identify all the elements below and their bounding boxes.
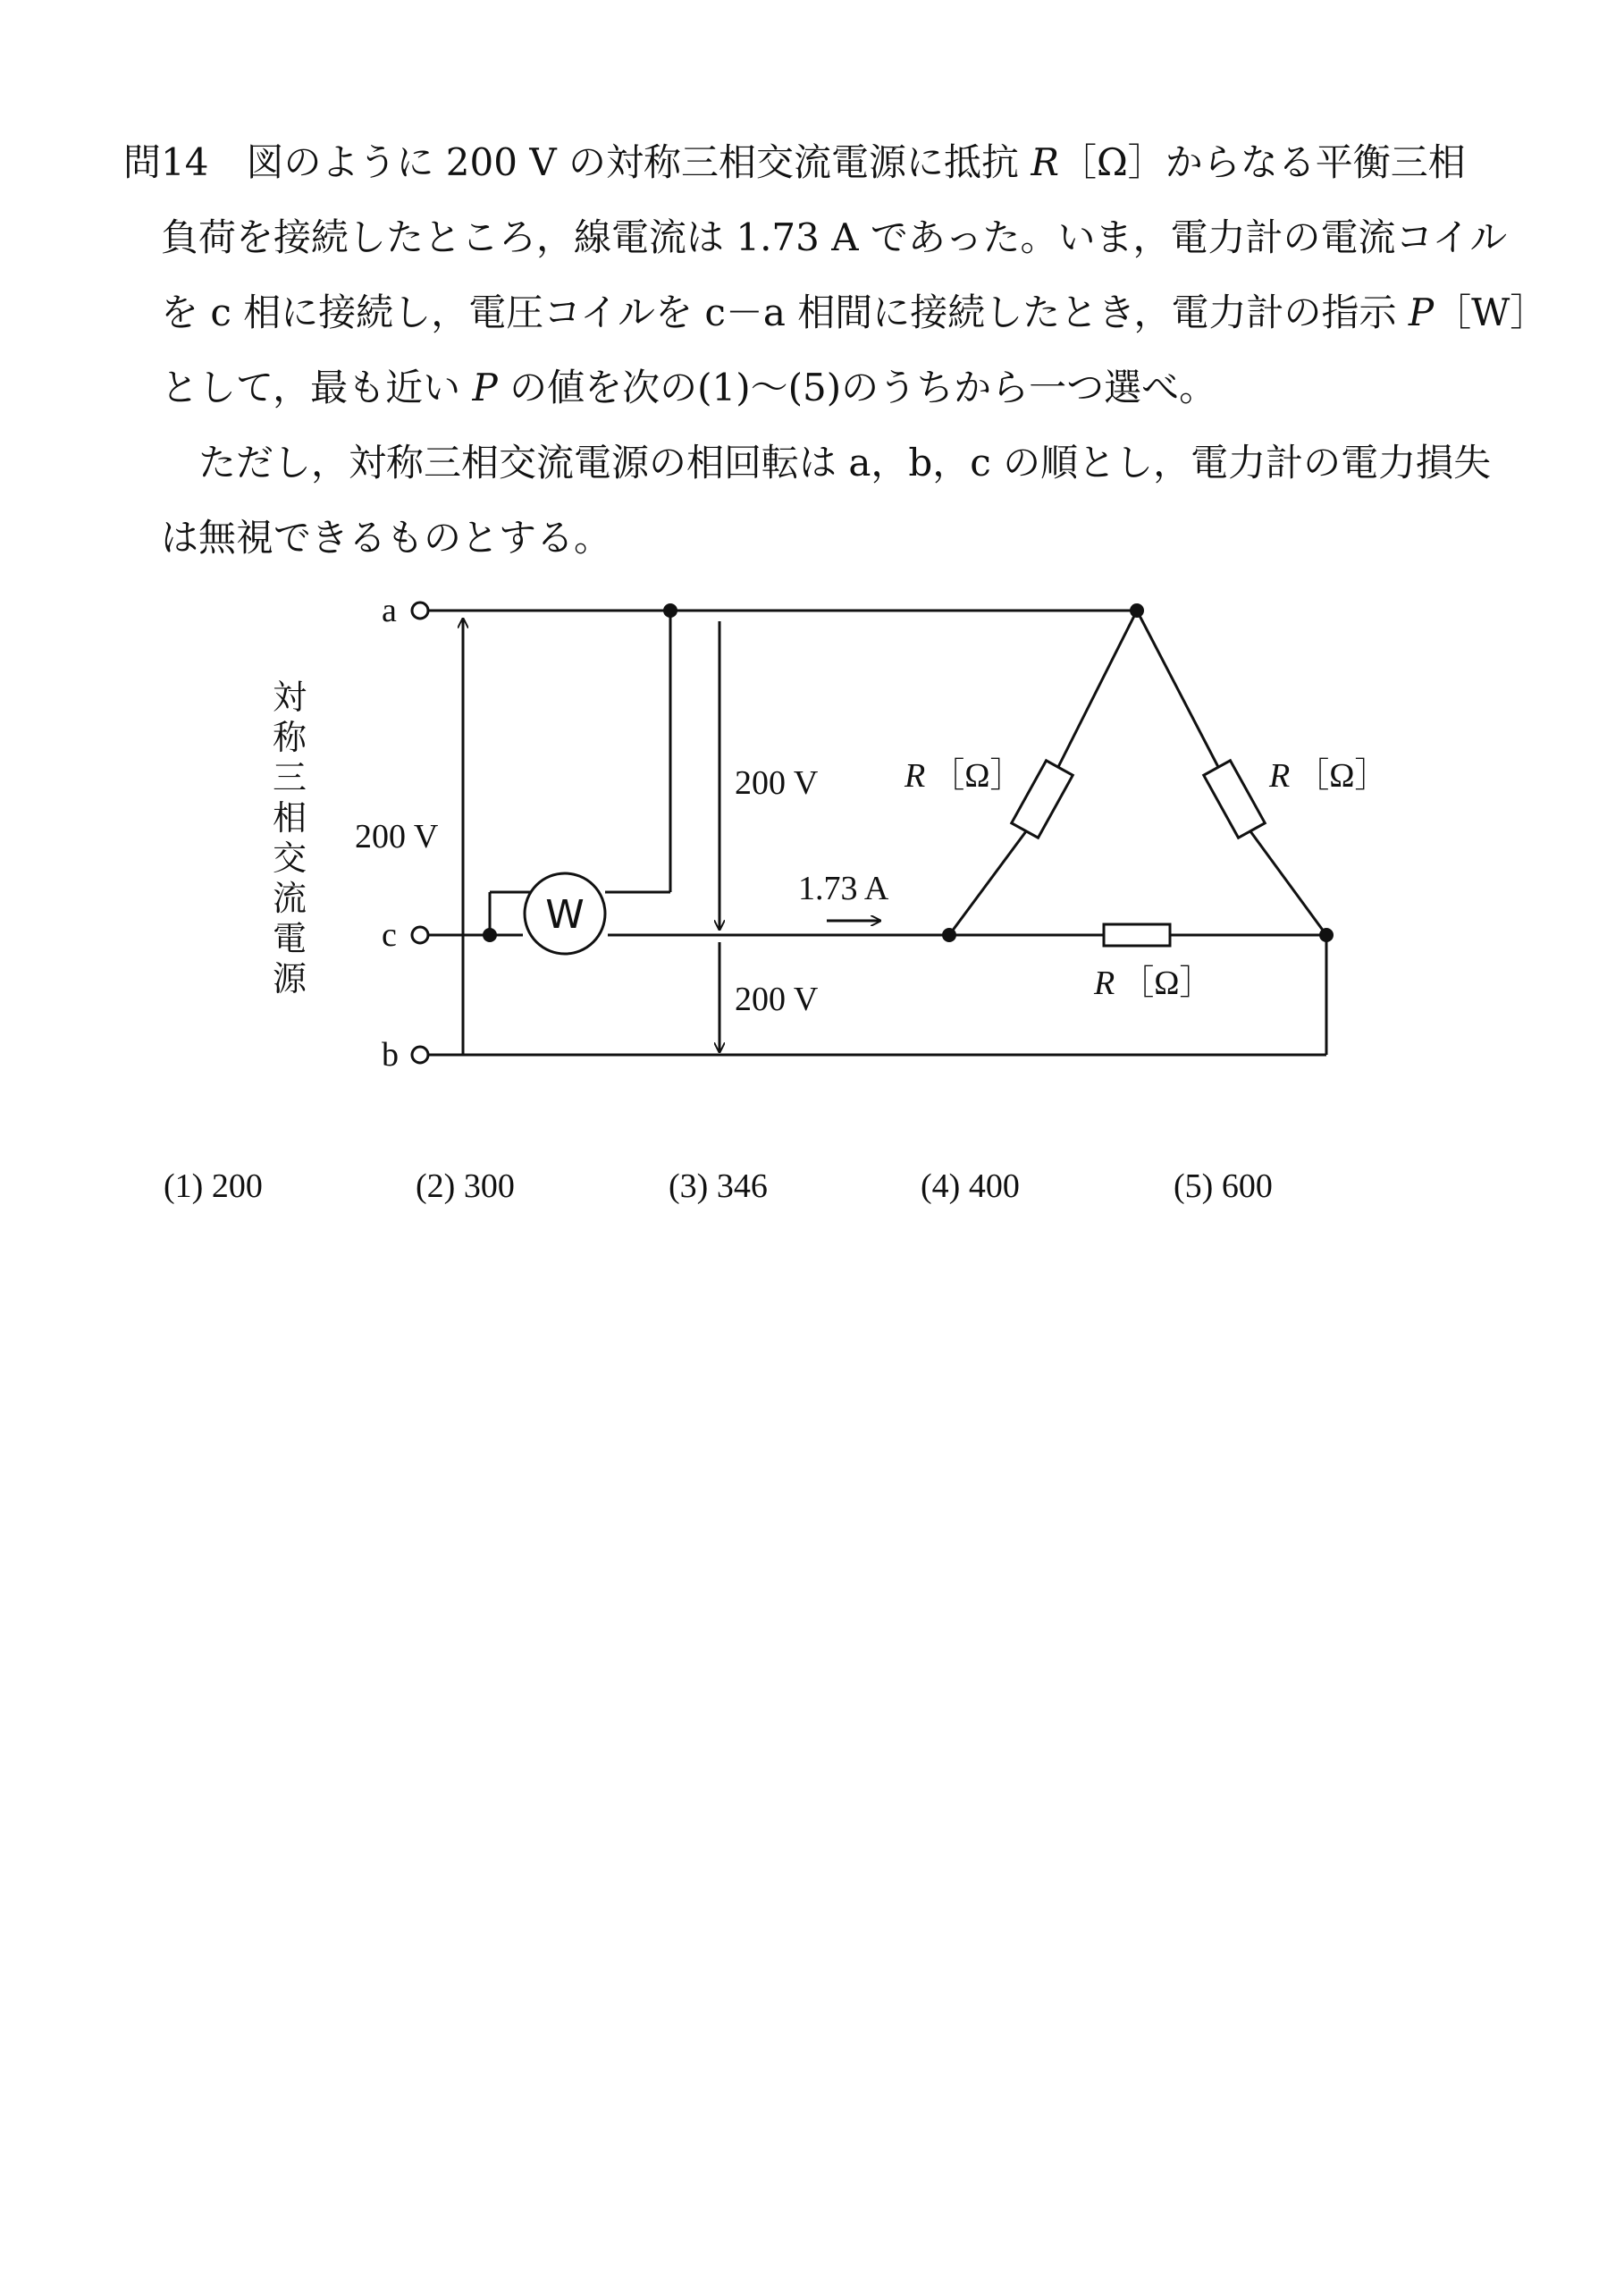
source-label-vertical xyxy=(273,679,307,998)
question-line-2: 負荷を接続したところ，線電流は 1.73 A であった。いま，電力計の電流コイル xyxy=(161,215,1508,259)
resistor-bottom-unit: ［Ω］ xyxy=(1120,965,1214,1002)
source-char-7: 電 xyxy=(272,921,307,958)
resistor-right-r: R xyxy=(1269,757,1291,795)
terminal-a-circle xyxy=(412,602,428,619)
source-char-6: 流 xyxy=(272,881,307,918)
voltage-cb-label: 200 V xyxy=(735,981,819,1018)
resistor-bottom xyxy=(1104,924,1170,946)
terminal-b-label: b xyxy=(382,1036,399,1074)
question-line-1-a: 図のように 200 V の対称三相交流電源に抵抗 xyxy=(246,140,1031,184)
source-char-1: 対 xyxy=(272,679,307,717)
delta-right-side-upper xyxy=(1137,611,1218,767)
junction-delta-left xyxy=(942,928,956,942)
current-label: 1.73 A xyxy=(798,870,889,907)
question-line-4-a: として，最も近い xyxy=(161,366,473,409)
question-line-1-c: ［Ω］からなる平衡三相 xyxy=(1058,140,1466,184)
circuit-diagram xyxy=(0,0,1624,1126)
question-line-6: は無視できるものとする。 xyxy=(161,516,612,560)
choice-number: (5) xyxy=(1174,1167,1214,1205)
choice-value: 600 xyxy=(1221,1167,1273,1205)
question-line-5: ただし，対称三相交流電源の相回転は a，b，c の順とし，電力計の電力損失 xyxy=(198,441,1492,484)
choice-1[interactable] xyxy=(164,1167,263,1206)
resistor-bottom-r: R xyxy=(1094,965,1115,1002)
junction-a-voltage-coil xyxy=(663,603,677,618)
terminal-a-label: a xyxy=(382,592,397,629)
delta-left-side-upper xyxy=(1058,611,1137,767)
choice-value: 200 xyxy=(211,1167,263,1205)
choice-2[interactable] xyxy=(416,1167,515,1206)
wattmeter-label: W xyxy=(545,892,585,938)
resistor-left-label xyxy=(904,757,1023,795)
resistor-left-unit: ［Ω］ xyxy=(930,757,1024,795)
choice-number: (2) xyxy=(416,1167,456,1205)
delta-right-side-lower xyxy=(1250,831,1326,935)
resistor-right-unit: ［Ω］ xyxy=(1295,757,1389,795)
question-number: 問14 xyxy=(123,140,209,184)
choice-number: (1) xyxy=(164,1167,204,1205)
question-line-4-p: P xyxy=(472,366,498,409)
terminal-b-circle xyxy=(412,1047,428,1063)
resistor-left-r: R xyxy=(905,757,926,795)
terminal-c-label: c xyxy=(382,916,397,954)
question-line-3-p: P xyxy=(1408,291,1435,334)
choice-value: 346 xyxy=(716,1167,768,1205)
resistor-right xyxy=(1204,761,1266,838)
answer-choices xyxy=(0,1167,1624,1220)
resistor-right-label xyxy=(1268,757,1388,795)
choice-4[interactable] xyxy=(921,1167,1020,1206)
source-char-4: 相 xyxy=(272,800,307,838)
voltage-ac-label: 200 V xyxy=(735,764,819,802)
choice-5[interactable] xyxy=(1174,1167,1273,1206)
choice-value: 400 xyxy=(968,1167,1020,1205)
question-line-3-c: ［W］ xyxy=(1434,291,1548,334)
choice-3[interactable] xyxy=(669,1167,768,1206)
junction-delta-top xyxy=(1130,603,1144,618)
resistor-bottom-label xyxy=(1093,965,1213,1002)
junction-delta-right xyxy=(1319,928,1334,942)
source-char-5: 交 xyxy=(272,840,307,878)
choice-number: (3) xyxy=(669,1167,709,1205)
choice-number: (4) xyxy=(921,1167,961,1205)
delta-left-side-lower xyxy=(949,831,1026,935)
source-char-2: 称 xyxy=(272,720,307,757)
question-line-1-r: R xyxy=(1031,140,1059,184)
voltage-ab-label: 200 V xyxy=(355,818,439,855)
question-line-3-a: を c 相に接続し，電圧コイルを c－a 相間に接続したとき，電力計の指示 xyxy=(161,291,1409,334)
source-char-3: 三 xyxy=(272,760,307,797)
question-line-4-c: の値を次の(1)～(5)のうちから一つ選べ。 xyxy=(497,366,1217,409)
junction-c-wattmeter xyxy=(483,928,497,942)
terminal-c-circle xyxy=(412,927,428,943)
source-char-8: 源 xyxy=(272,961,307,998)
choice-value: 300 xyxy=(463,1167,515,1205)
